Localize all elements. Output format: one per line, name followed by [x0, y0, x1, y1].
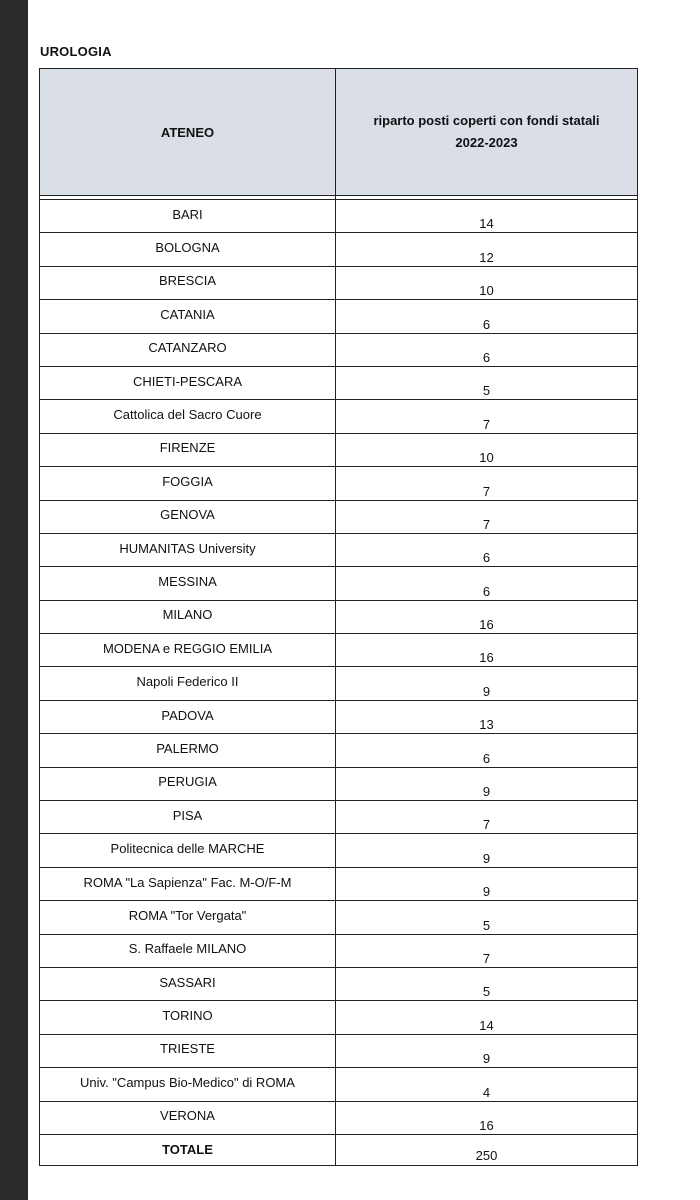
- table-row: [40, 1101, 638, 1134]
- posti-cell: 9: [336, 1034, 638, 1067]
- table-row: [40, 1034, 638, 1067]
- table-row: [40, 533, 638, 566]
- posti-cell: 12: [336, 233, 638, 266]
- table-row: [40, 567, 638, 600]
- posti-cell: 16: [336, 1101, 638, 1134]
- posti-cell: 4: [336, 1068, 638, 1101]
- table-row: [40, 1001, 638, 1034]
- ateneo-cell: Napoli Federico II: [40, 667, 336, 700]
- ateneo-cell: MESSINA: [40, 567, 336, 600]
- posti-cell: 6: [336, 567, 638, 600]
- table-row: [40, 667, 638, 700]
- posti-cell: 7: [336, 500, 638, 533]
- ateneo-cell: PADOVA: [40, 700, 336, 733]
- ateneo-cell: MODENA e REGGIO EMILIA: [40, 634, 336, 667]
- posti-cell: 13: [336, 700, 638, 733]
- table-row: [40, 400, 638, 433]
- ateneo-cell: ROMA "La Sapienza" Fac. M-O/F-M: [40, 867, 336, 900]
- ateneo-cell: HUMANITAS University: [40, 533, 336, 566]
- table-row: [40, 467, 638, 500]
- header-posti-line1: riparto posti coperti con fondi statali: [373, 113, 600, 128]
- ateneo-cell: BOLOGNA: [40, 233, 336, 266]
- posti-cell: 14: [336, 200, 638, 233]
- posti-cell: 6: [336, 333, 638, 366]
- table-row: [40, 500, 638, 533]
- ateneo-cell: PERUGIA: [40, 767, 336, 800]
- document-title: UROLOGIA: [40, 44, 112, 59]
- ateneo-cell: Politecnica delle MARCHE: [40, 834, 336, 867]
- posti-cell: 5: [336, 967, 638, 1000]
- table-row: [40, 934, 638, 967]
- ateneo-cell: PISA: [40, 801, 336, 834]
- header-posti-line2: 2022-2023: [455, 135, 518, 150]
- ateneo-cell: CATANIA: [40, 300, 336, 333]
- posti-cell: 6: [336, 533, 638, 566]
- table-row: [40, 801, 638, 834]
- posti-cell: 7: [336, 467, 638, 500]
- ateneo-cell: GENOVA: [40, 500, 336, 533]
- table-row: [40, 867, 638, 900]
- posti-cell: 7: [336, 400, 638, 433]
- table-row: [40, 433, 638, 466]
- posti-cell: 10: [336, 266, 638, 299]
- table-row: [40, 834, 638, 867]
- ateneo-cell: PALERMO: [40, 734, 336, 767]
- table-row: [40, 366, 638, 399]
- posti-cell: 9: [336, 834, 638, 867]
- total-row: [40, 1134, 638, 1165]
- posti-cell: 9: [336, 667, 638, 700]
- ateneo-cell: TRIESTE: [40, 1034, 336, 1067]
- total-label: TOTALE: [40, 1134, 336, 1165]
- ateneo-cell: Cattolica del Sacro Cuore: [40, 400, 336, 433]
- document-page: [28, 0, 700, 1200]
- ateneo-cell: FIRENZE: [40, 433, 336, 466]
- ateneo-cell: BARI: [40, 200, 336, 233]
- table-row: [40, 233, 638, 266]
- ateneo-cell: CHIETI-PESCARA: [40, 366, 336, 399]
- table-row: [40, 767, 638, 800]
- total-value: 250: [336, 1134, 638, 1165]
- table-row: [40, 200, 638, 233]
- ateneo-cell: BRESCIA: [40, 266, 336, 299]
- table-row: [40, 1068, 638, 1101]
- allocation-table: [39, 68, 638, 1166]
- table-row: [40, 634, 638, 667]
- ateneo-cell: MILANO: [40, 600, 336, 633]
- ateneo-cell: VERONA: [40, 1101, 336, 1134]
- ateneo-cell: ROMA "Tor Vergata": [40, 901, 336, 934]
- header-posti: [336, 69, 638, 196]
- table-body: [40, 196, 638, 1166]
- posti-cell: 6: [336, 734, 638, 767]
- posti-cell: 14: [336, 1001, 638, 1034]
- posti-cell: 9: [336, 767, 638, 800]
- ateneo-cell: FOGGIA: [40, 467, 336, 500]
- table-row: [40, 266, 638, 299]
- table-row: [40, 600, 638, 633]
- table-row: [40, 901, 638, 934]
- ateneo-cell: TORINO: [40, 1001, 336, 1034]
- table-row: [40, 333, 638, 366]
- table-header-row: [40, 69, 638, 196]
- ateneo-cell: SASSARI: [40, 967, 336, 1000]
- posti-cell: 10: [336, 433, 638, 466]
- posti-cell: 7: [336, 934, 638, 967]
- posti-cell: 5: [336, 366, 638, 399]
- posti-cell: 16: [336, 600, 638, 633]
- table-row: [40, 700, 638, 733]
- posti-cell: 7: [336, 801, 638, 834]
- ateneo-cell: CATANZARO: [40, 333, 336, 366]
- header-ateneo: ATENEO: [40, 69, 336, 196]
- table-row: [40, 734, 638, 767]
- posti-cell: 5: [336, 901, 638, 934]
- table-row: [40, 967, 638, 1000]
- ateneo-cell: Univ. "Campus Bio-Medico" di ROMA: [40, 1068, 336, 1101]
- posti-cell: 16: [336, 634, 638, 667]
- posti-cell: 9: [336, 867, 638, 900]
- ateneo-cell: S. Raffaele MILANO: [40, 934, 336, 967]
- left-edge-bar: [0, 0, 28, 1200]
- table-row: [40, 300, 638, 333]
- posti-cell: 6: [336, 300, 638, 333]
